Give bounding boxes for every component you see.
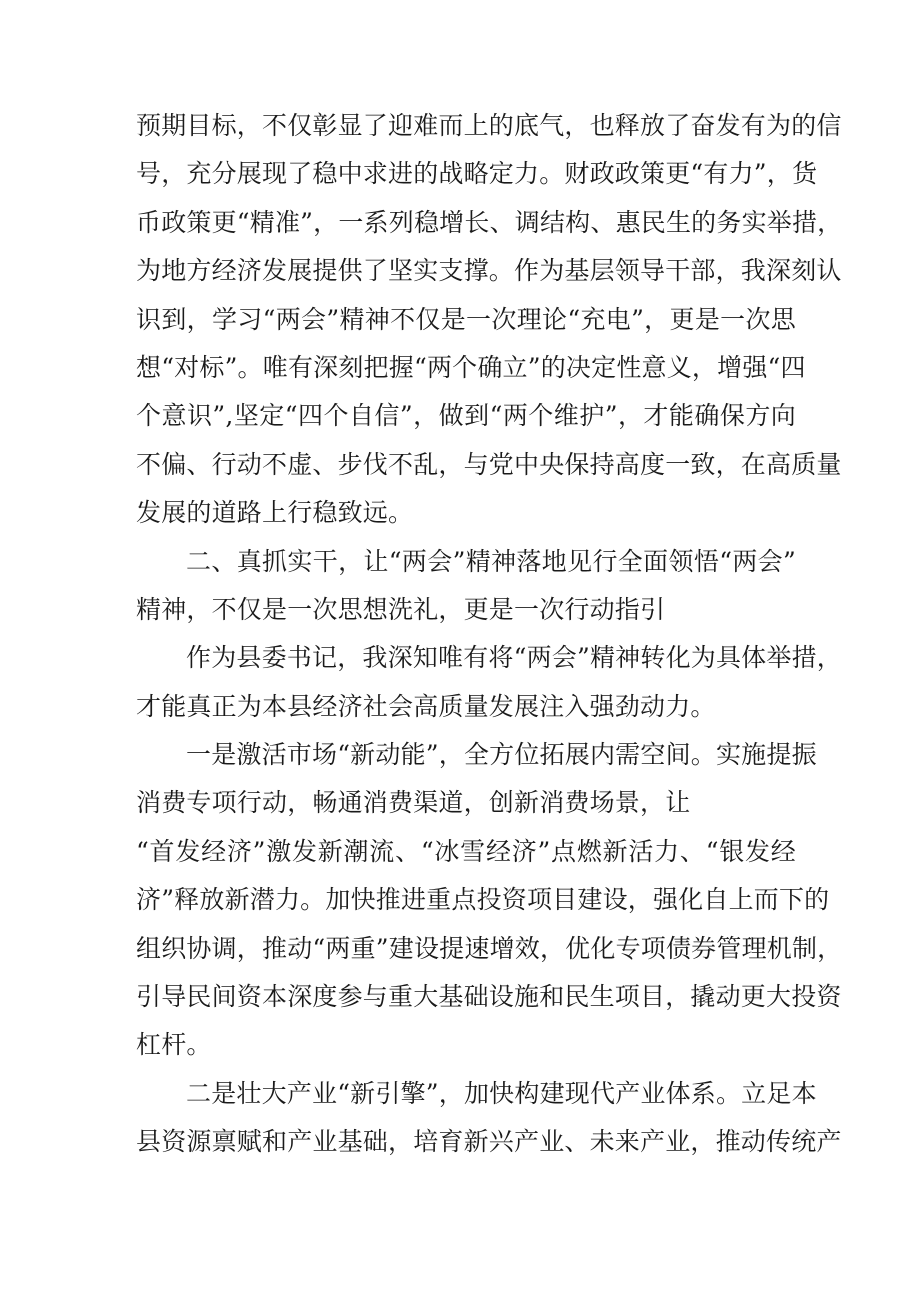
heading-line: 精神，不仅是一次思想洗礼，更是一次行动指引 xyxy=(136,594,666,624)
text-line: 号，充分展现了稳中求进的战略定力。财政政策更“有力”，货 xyxy=(136,159,818,189)
document-body xyxy=(136,102,843,1167)
text-line: 一是激活市场“新动能”，全方位拓展内需空间。实施提振 xyxy=(186,740,817,770)
text-line: 县资源禀赋和产业基础，培育新兴产业、未来产业，推动传统产 xyxy=(136,1127,842,1157)
text-line: 不偏、行动不虚、步伐不乱，与党中央保持高度一致，在高质量 xyxy=(136,449,842,479)
paragraph-5 xyxy=(136,1070,842,1167)
text-line: 济”释放新潜力。加快推进重点投资项目建设，强化自上而下的 xyxy=(136,885,830,915)
text-line: 为地方经济发展提供了坚实支撑。作为基层领导干部，我深刻认 xyxy=(136,256,842,286)
paragraph-3 xyxy=(136,634,842,731)
text-line: 作为县委书记，我深知唯有将“两会”精神转化为具体举措， xyxy=(186,643,842,673)
paragraph-1 xyxy=(136,102,843,538)
text-line: 消费专项行动，畅通消费渠道，创新消费场景，让 xyxy=(136,788,691,818)
text-line: 币政策更“精准”，一系列稳增长、调结构、惠民生的务实举措， xyxy=(136,207,843,237)
text-line: 引导民间资本深度参与重大基础设施和民生项目，撬动更大投资 xyxy=(136,982,842,1012)
text-line: 个意识”,坚定“四个自信”，做到“两个维护”，才能确保方向 xyxy=(136,401,796,431)
text-line: “首发经济”激发新潮流、“冰雪经济”点燃新活力、“银发经 xyxy=(136,836,796,866)
section-heading xyxy=(136,538,796,635)
text-line: 组织协调，推动“两重”建设提速增效，优化专项债券管理机制， xyxy=(136,933,843,963)
text-line: 杠杆。 xyxy=(136,1030,212,1060)
paragraph-4 xyxy=(136,731,843,1070)
text-line: 识到，学习“两会”精神不仅是一次理论“充电”，更是一次思 xyxy=(136,304,796,334)
text-line: 发展的道路上行稳致远。 xyxy=(136,498,414,528)
text-line: 才能真正为本县经济社会高质量发展注入强劲动力。 xyxy=(136,691,716,721)
heading-line: 二、真抓实干，让“两会”精神落地见行全面领悟“两会” xyxy=(186,546,796,576)
text-line: 预期目标，不仅彰显了迎难而上的底气，也释放了奋发有为的信 xyxy=(136,111,842,140)
text-line: 二是壮大产业“新引擎”，加快构建现代产业体系。立足本 xyxy=(186,1078,817,1108)
text-line: 想“对标”。唯有深刻把握“两个确立”的决定性意义，增强“四 xyxy=(136,352,806,382)
